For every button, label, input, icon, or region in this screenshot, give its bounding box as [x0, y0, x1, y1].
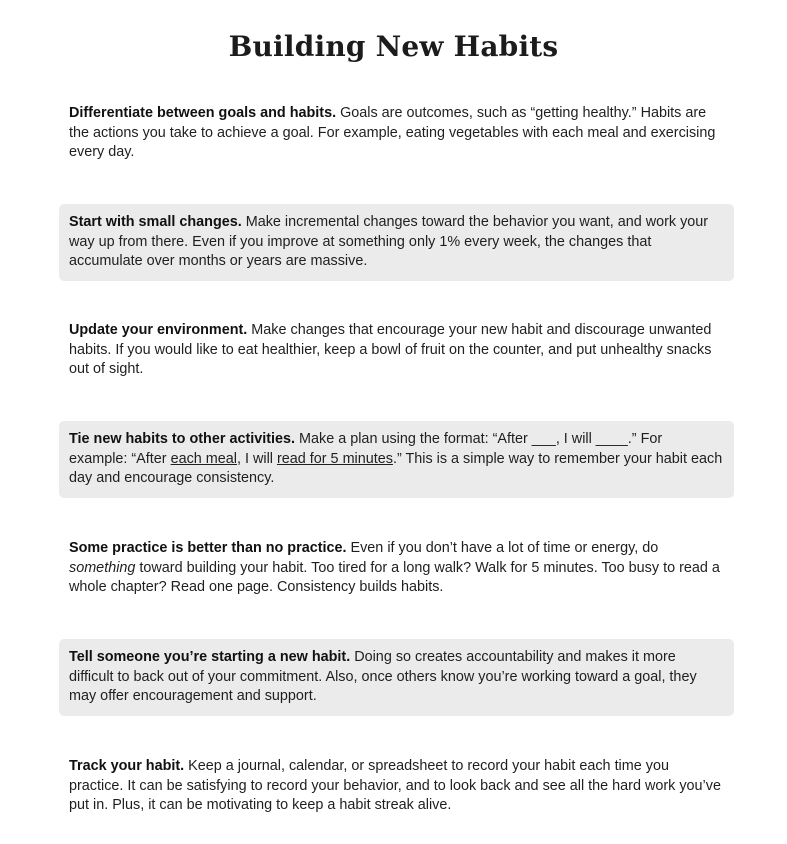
tip-small-changes [59, 204, 734, 281]
page-title: Building New Habits [228, 30, 559, 63]
tip-text [69, 104, 724, 163]
tip-text [69, 430, 724, 489]
tip-heading: Some practice is better than no practice. [69, 540, 347, 556]
tip-goals-vs-habits [59, 104, 734, 163]
tip-some-practice [59, 539, 734, 598]
tip-tie-habits [59, 421, 734, 498]
tip-heading: Tie new habits to other activities. [69, 431, 296, 447]
tip-text [69, 757, 724, 816]
tip-heading: Tell someone you’re starting a new habit. [69, 649, 351, 665]
tip-heading: Update your environment. [69, 322, 248, 338]
tip-text [69, 539, 724, 598]
tip-heading: Start with small changes. [69, 214, 242, 230]
tip-body-part: Make a plan using the format: “After ___, I will ____.” For example: “After [69, 431, 663, 467]
emphasized-word: something [69, 559, 136, 576]
tip-body-part: .” This is a simple way to remember your habit each day and encourage consistency. [69, 450, 723, 486]
tip-heading: Track your habit. [69, 758, 185, 774]
tip-body: Make changes that encourage your new habit and discourage unwanted habits. If you would like to eat healthier, keep a bowl of fruit on the counter, and put unhealthy snacks out of sight. [69, 322, 712, 377]
underlined-example-action: read for 5 minutes [276, 450, 393, 467]
tip-tell-someone [59, 639, 734, 716]
tip-track-habit [59, 757, 734, 816]
tip-heading: Differentiate between goals and habits. [69, 105, 337, 121]
underlined-example-trigger: each meal [170, 450, 237, 467]
tip-text [69, 648, 724, 707]
tip-body: Goals are outcomes, such as “getting healthy.” Habits are the actions you take to achieve a goal. For example, eating vegetables with each meal and exercising every day. [69, 105, 716, 160]
tip-body-part: Even if you don’t have a lot of time or energy, do [346, 540, 659, 556]
tip-text [69, 213, 724, 272]
tip-body: Make incremental changes toward the behavior you want, and work your way up from there. Even if you improve at something only 1% every week, the changes that accumulate over months or years are massive. [69, 214, 709, 269]
tip-body-part: , I will [236, 450, 277, 467]
tip-body: Keep a journal, calendar, or spreadsheet to record your habit each time you practice. It can be satisfying to record your behavior, and to look back and see all the hard work you’ve put in. Plus, it can be motivating to keep a habit streak alive. [69, 758, 721, 813]
tip-body-part: toward building your habit. Too tired for a long walk? Walk for 5 minutes. Too busy to read a whole chapter? Read one page. Consistency builds habits. [69, 559, 720, 595]
tip-text [69, 321, 724, 380]
tip-body: Doing so creates accountability and makes it more difficult to back out of your commitment. Also, once others know you’re working toward a goal, they may offer encouragement and support. [69, 649, 697, 704]
tip-environment [59, 321, 734, 380]
